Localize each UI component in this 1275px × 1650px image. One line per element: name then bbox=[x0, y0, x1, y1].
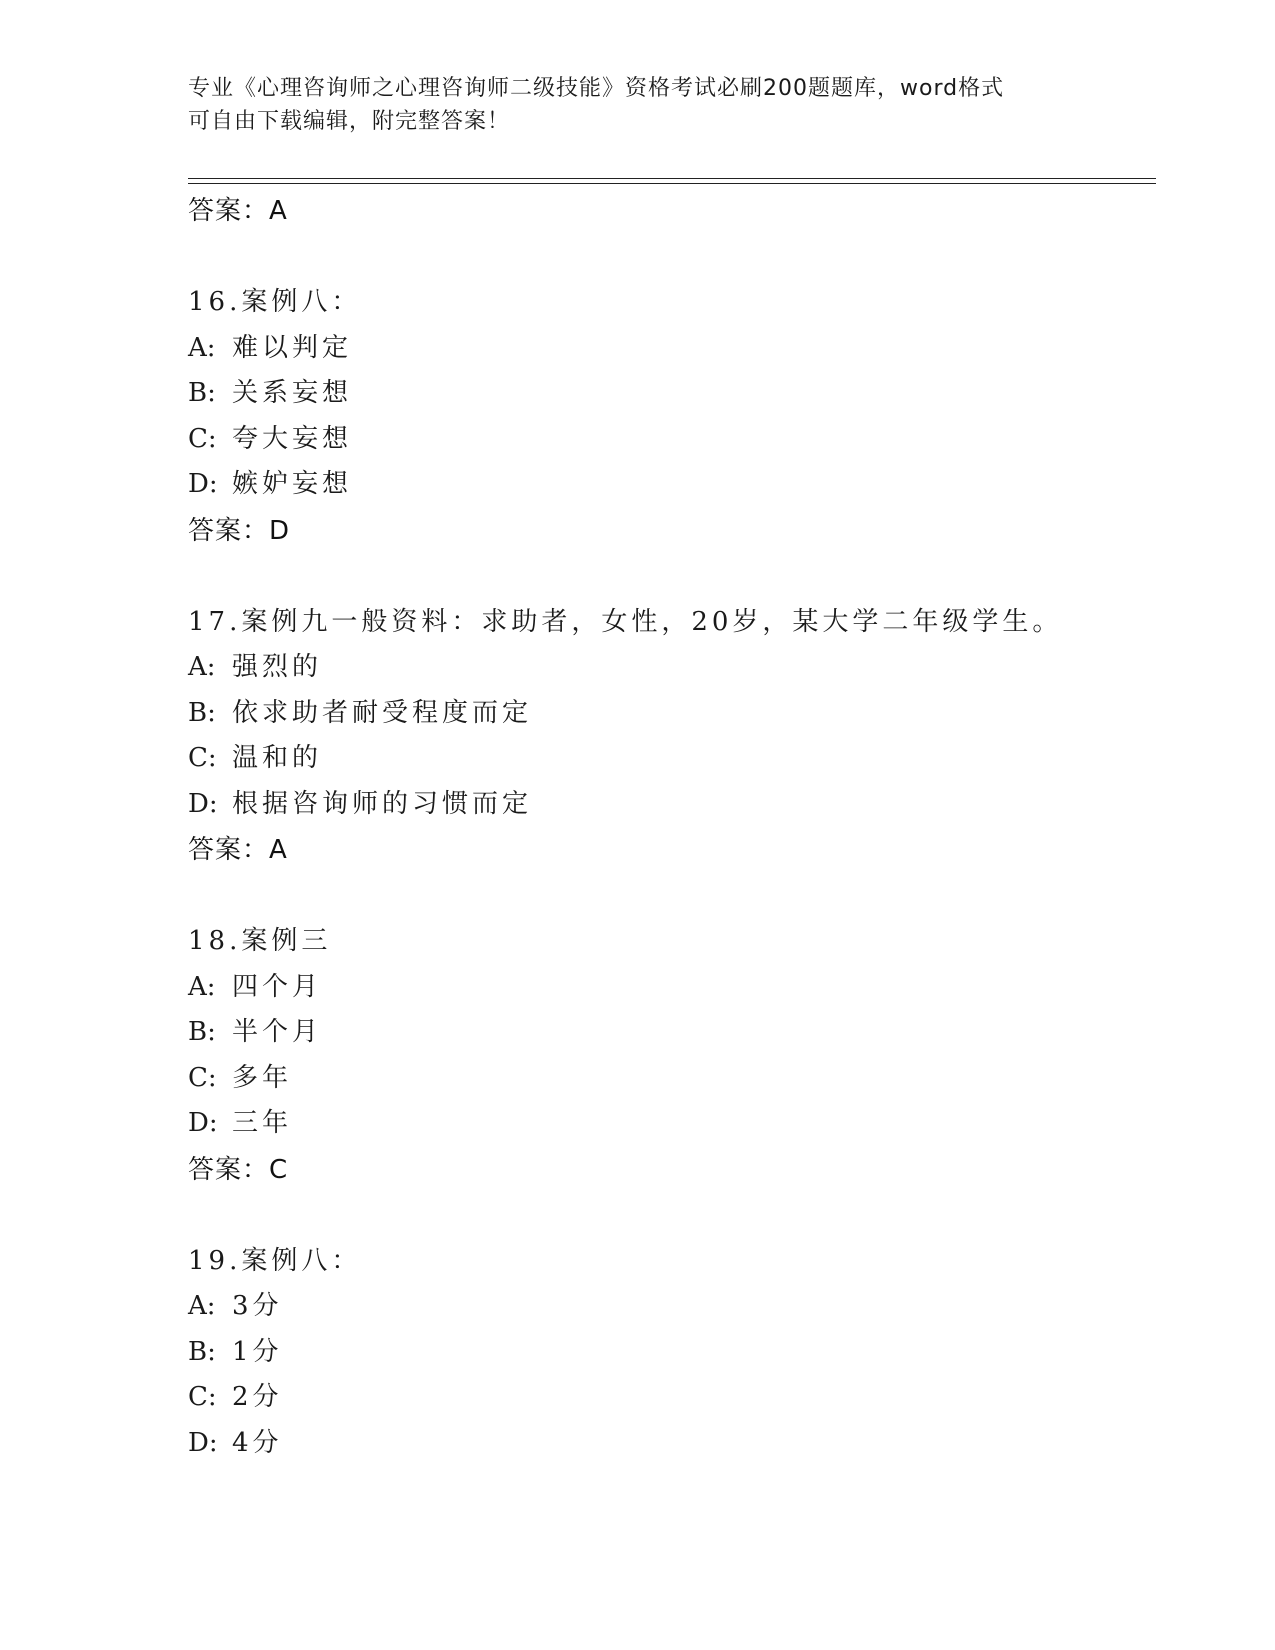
question-18 bbox=[188, 919, 1148, 1193]
option-key: C: bbox=[188, 743, 217, 773]
answer: 答案：A bbox=[188, 835, 288, 865]
option-key: A: bbox=[188, 971, 216, 1002]
option-text: 多年 bbox=[232, 1062, 293, 1093]
option-text: 2分 bbox=[232, 1382, 283, 1412]
header-line-1: 专业《心理咨询师之心理咨询师二级技能》资格考试必刷200题题库，word格式 bbox=[188, 76, 1005, 101]
option-a bbox=[188, 645, 1148, 691]
option-text: 1分 bbox=[232, 1336, 283, 1367]
option-a bbox=[188, 1284, 1148, 1330]
option-d bbox=[188, 462, 1148, 508]
option-key: A: bbox=[188, 652, 216, 682]
option-c bbox=[188, 1056, 1148, 1102]
option-text: 温和的 bbox=[232, 743, 323, 773]
option-key: D: bbox=[188, 788, 218, 819]
option-a bbox=[188, 965, 1148, 1011]
previous-answer: 答案：A bbox=[188, 196, 288, 226]
option-b bbox=[188, 691, 1148, 737]
question-19 bbox=[188, 1239, 1148, 1467]
option-key: D: bbox=[188, 1108, 218, 1138]
option-text: 依求助者耐受程度而定 bbox=[232, 697, 533, 728]
header-line-2: 可自由下载编辑，附完整答案！ bbox=[188, 109, 511, 134]
option-text: 强烈的 bbox=[232, 652, 323, 682]
option-d bbox=[188, 1101, 1148, 1147]
option-key: C: bbox=[188, 1382, 217, 1412]
question-16 bbox=[188, 280, 1148, 554]
option-key: D: bbox=[188, 1427, 218, 1458]
option-text: 根据咨询师的习惯而定 bbox=[232, 788, 533, 819]
option-key: A: bbox=[188, 332, 216, 363]
option-d bbox=[188, 1421, 1148, 1467]
option-text: 夸大妄想 bbox=[232, 423, 353, 454]
option-text: 三年 bbox=[232, 1108, 293, 1138]
option-text: 难以判定 bbox=[232, 332, 353, 363]
option-key: C: bbox=[188, 423, 217, 454]
header-divider-top bbox=[188, 178, 1156, 179]
question-17 bbox=[188, 600, 1148, 874]
question-stem: 18.案例三 bbox=[188, 926, 332, 956]
option-b bbox=[188, 1330, 1148, 1376]
option-key: A: bbox=[188, 1291, 216, 1321]
option-c bbox=[188, 417, 1148, 463]
option-text: 4分 bbox=[232, 1427, 283, 1458]
option-text: 关系妄想 bbox=[232, 378, 353, 408]
option-key: B: bbox=[188, 697, 216, 728]
question-stem: 19.案例八： bbox=[188, 1245, 362, 1276]
option-d bbox=[188, 782, 1148, 828]
option-key: D: bbox=[188, 469, 218, 499]
answer: 答案：C bbox=[188, 1154, 289, 1185]
option-c bbox=[188, 736, 1148, 782]
option-text: 半个月 bbox=[232, 1017, 323, 1047]
option-a bbox=[188, 326, 1148, 372]
answer: 答案：D bbox=[188, 515, 291, 546]
option-key: C: bbox=[188, 1062, 217, 1093]
question-stem: 16.案例八： bbox=[188, 287, 362, 317]
option-b bbox=[188, 371, 1148, 417]
option-c bbox=[188, 1375, 1148, 1421]
option-text: 3分 bbox=[232, 1291, 283, 1321]
option-text: 四个月 bbox=[232, 971, 323, 1002]
option-key: B: bbox=[188, 378, 216, 408]
page-header bbox=[188, 72, 1088, 138]
option-key: B: bbox=[188, 1336, 216, 1367]
option-b bbox=[188, 1010, 1148, 1056]
option-key: B: bbox=[188, 1017, 216, 1047]
question-list bbox=[188, 188, 1148, 1466]
header-divider-bottom bbox=[188, 183, 1156, 184]
option-text: 嫉妒妄想 bbox=[232, 469, 353, 499]
question-stem: 17.案例九一般资料：求助者，女性，20岁，某大学二年级学生。 bbox=[188, 606, 1063, 637]
